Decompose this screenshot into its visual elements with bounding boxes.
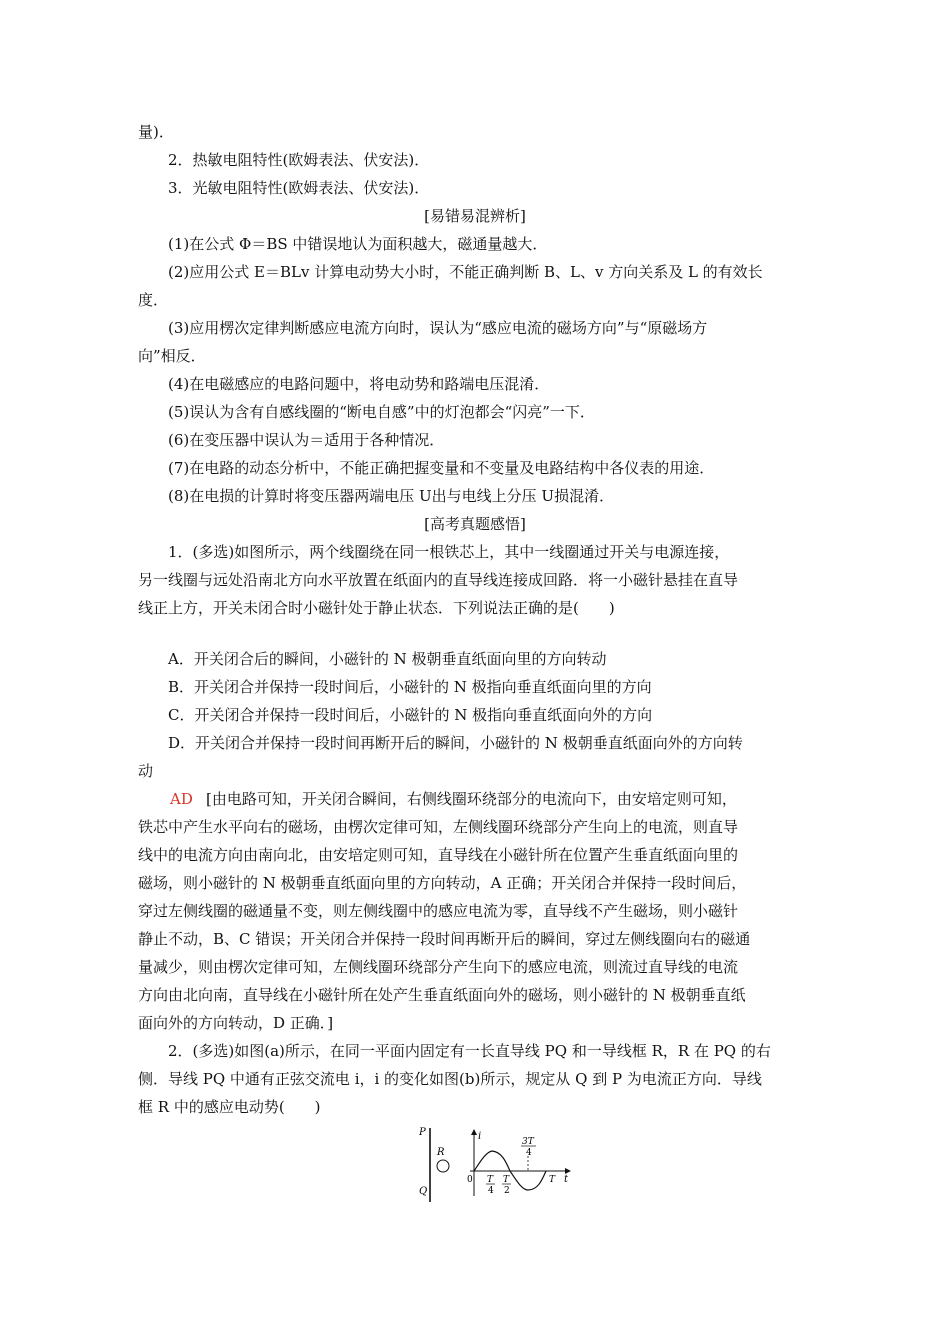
option-b: B．开关闭合并保持一段时间后，小磁针的 N 极指向垂直纸面向里的方向 (168, 678, 652, 696)
label-origin: 0 (467, 1175, 473, 1185)
answer-text: 线中的电流方向由南向北，由安培定则可知，直导线在小磁针所在位置产生垂直纸面向里的 (138, 846, 739, 864)
tick-t4-num: T (487, 1175, 494, 1185)
text-line: (3)应用楞次定律判断感应电流方向时，误认为“感应电流的磁场方向”与“原磁场方 (168, 319, 708, 337)
text-line: (1)在公式 Φ＝BS 中错误地认为面积越大，磁通量越大． (168, 235, 548, 253)
tick-3t4-den: 4 (526, 1148, 532, 1158)
answer-text: 穿过左侧线圈的磁通量不变，则左侧线圈中的感应电流为零，直导线不产生磁场，则小磁针 (138, 902, 739, 920)
text-line: (4)在电磁感应的电路问题中，将电动势和路端电压混淆． (168, 375, 550, 393)
question-text: 2．(多选)如图(a)所示，在同一平面内固定有一长直导线 PQ 和一导线框 R，R 在 PQ 的右 (168, 1042, 771, 1060)
label-r: R (437, 1147, 445, 1158)
text-line: (7)在电路的动态分析中，不能正确把握变量和不变量及电路结构中各仪表的用途． (168, 459, 715, 477)
answer-text: 方向由北向南，直导线在小磁针所在处产生垂直纸面向外的磁场，则小磁针的 N 极朝垂直纸 (138, 986, 746, 1004)
text-line: 向”相反． (138, 347, 206, 365)
frame-r (437, 1160, 449, 1172)
label-t: t (564, 1174, 569, 1185)
question-text: 1．(多选)如图所示，两个线圈绕在同一根铁芯上，其中一线圈通过开关与电源连接， (168, 543, 730, 561)
text-line: (6)在变压器中误认为＝适用于各种情况． (168, 431, 445, 449)
text-line: 2．热敏电阻特性(欧姆表法、伏安法)． (168, 151, 430, 169)
answer-text: 面向外的方向转动，D 正确．] (138, 1014, 334, 1032)
tick-t2-num: T (503, 1175, 510, 1185)
option-c: C．开关闭合并保持一段时间后，小磁针的 N 极指向垂直纸面向外的方向 (168, 706, 653, 724)
text-line: 度． (138, 291, 169, 309)
tick-t2-den: 2 (504, 1186, 510, 1196)
i-axis-arrow (471, 1129, 477, 1135)
answer-text: 磁场，则小磁针的 N 极朝垂直纸面向里的方向转动，A 正确；开关闭合并保持一段时间后， (138, 874, 747, 892)
text-line: (2)应用公式 E＝BLv 计算电动势大小时，不能正确判断 B、L、v 方向关系及 L 的有效长 (168, 263, 763, 281)
text-line: 3．光敏电阻特性(欧姆表法、伏安法)． (168, 179, 430, 197)
text-line: (5)误认为含有自感线圈的“断电自感”中的灯泡都会“闪亮”一下． (168, 403, 595, 421)
answer-label: AD (170, 790, 193, 808)
question-text: 侧．导线 PQ 中通有正弦交流电 i，i 的变化如图(b)所示，规定从 Q 到 P 为电流正方向．导线 (138, 1070, 762, 1088)
answer-text: 铁芯中产生水平向右的磁场，由楞次定律可知，左侧线圈环绕部分产生向上的电流，则直导 (138, 818, 739, 836)
label-i: i (478, 1131, 482, 1142)
text-line: 量)． (138, 123, 174, 141)
text-line: (8)在电损的计算时将变压器两端电压 U出与电线上分压 U损混淆． (168, 487, 615, 505)
option-d: D．开关闭合并保持一段时间再断开后的瞬间，小磁针的 N 极朝垂直纸面向外的方向转 (168, 734, 743, 752)
section-heading: [易错易混辨析] (424, 207, 526, 225)
answer-text: 量减少，则由楞次定律可知，左侧线圈环绕部分产生向下的感应电流，则流过直导线的电流 (138, 958, 739, 976)
answer-text: 静止不动，B、C 错误；开关闭合并保持一段时间再断开后的瞬间，穿过左侧线圈向右的磁通 (138, 930, 751, 948)
question-text: 框 R 中的感应电动势( ) (138, 1098, 321, 1116)
answer-text: [由电路可知，开关闭合瞬间，右侧线圈环绕部分的电流向下，由安培定则可知， (206, 790, 737, 808)
tick-t: T (549, 1175, 556, 1185)
tick-3t4-num: 3T (522, 1137, 534, 1147)
question-text: 线正上方，开关未闭合时小磁针处于静止状态．下列说法正确的是( ) (138, 599, 615, 617)
question-text: 另一线圈与远处沿南北方向水平放置在纸面内的直导线连接成回路．将一小磁针悬挂在直导 (138, 571, 739, 589)
option-d: 动 (138, 762, 154, 780)
label-p: P (419, 1127, 426, 1138)
tick-t4-den: 4 (488, 1186, 494, 1196)
option-a: A．开关闭合后的瞬间，小磁针的 N 极朝垂直纸面向里的方向转动 (168, 650, 607, 668)
section-heading: [高考真题感悟] (424, 515, 526, 533)
label-q: Q (419, 1186, 428, 1197)
figure-wire-and-current-graph (418, 1126, 578, 1204)
